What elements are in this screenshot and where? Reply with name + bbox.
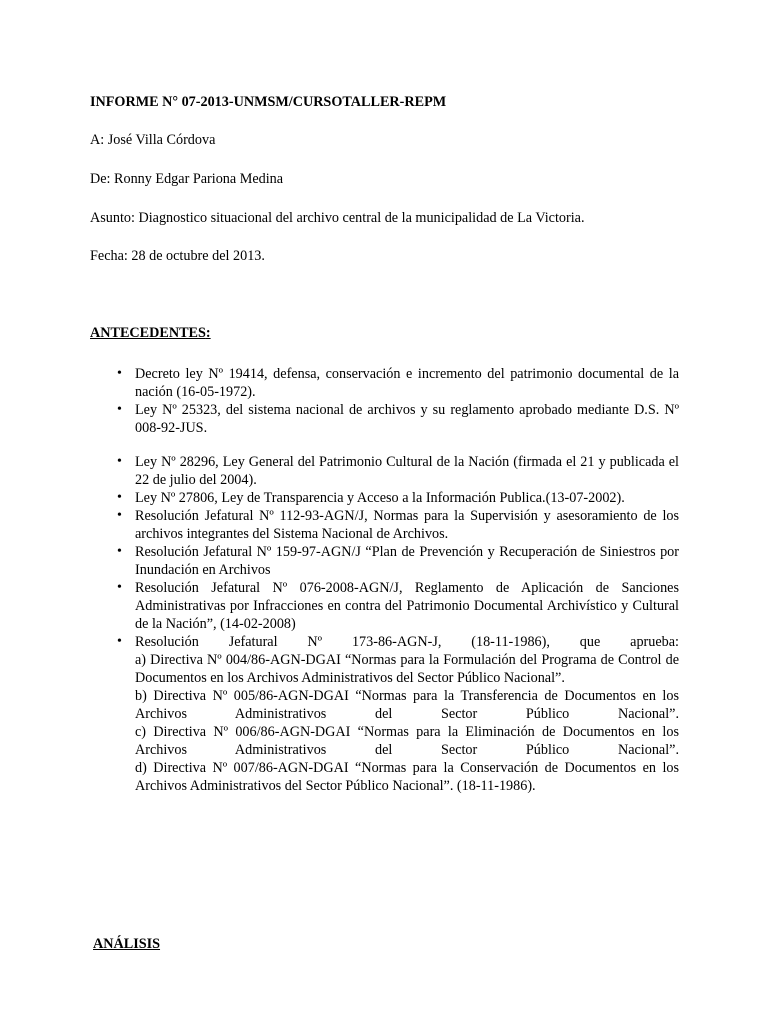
date-line: Fecha: 28 de octubre del 2013. <box>90 248 265 264</box>
directiva-b: b) Directiva Nº 005/86-AGN-DGAI “Normas para la Transferencia de Documentos en los Archivos Administrativos del Sector Público Nacional”. <box>135 688 679 722</box>
antecedentes-title: ANTECEDENTES <box>90 325 206 341</box>
directiva-c: c) Directiva Nº 006/86-AGN-DGAI “Normas para la Eliminación de Documentos en los Archivos Administrativos del Sector Público Nacional”. <box>135 724 679 758</box>
list-item: • Resolución Jefatural Nº 112-93-AGN/J, Normas para la Supervisión y asesoramiento de los archivos integrantes del Sistema Nacional de Archivos. <box>117 507 679 543</box>
list-item: • Ley Nº 25323, del sistema nacional de archivos y su reglamento aprobado mediante D.S. Nº 008-92-JUS. <box>117 401 679 437</box>
antecedentes-heading <box>90 324 211 342</box>
antecedentes-colon: : <box>205 325 211 341</box>
antecedentes-list <box>117 365 679 795</box>
subject-line: Asunto: Diagnostico situacional del archivo central de la municipalidad de La Victoria. <box>90 210 585 226</box>
report-title: INFORME N° 07-2013-UNMSM/CURSOTALLER-REPM <box>90 94 447 110</box>
list-item: • Resolución Jefatural Nº 076-2008-AGN/J, Reglamento de Aplicación de Sanciones Administrativas por Infracciones en contra del Patrimonio Documental Archivístico y Cultural de la Nación”, (14-02-2008) <box>117 579 679 633</box>
list-item-resolucion-173 <box>117 633 679 795</box>
directiva-a: a) Directiva Nº 004/86-AGN-DGAI “Normas para la Formulación del Programa de Control de Documentos en los Archivos Administrativos del Sector Público Nacional”. <box>135 652 679 686</box>
list-item: • Resolución Jefatural Nº 159-97-AGN/J “Plan de Prevención y Recuperación de Siniestros por Inundación en Archivos <box>117 543 679 579</box>
list-item: • Ley Nº 27806, Ley de Transparencia y Acceso a la Información Publica.(13-07-2002). <box>117 489 679 507</box>
sender-line: De: Ronny Edgar Pariona Medina <box>90 171 284 187</box>
directiva-d: d) Directiva Nº 007/86-AGN-DGAI “Normas para la Conservación de Documentos en los Archivos Administrativos del Sector Público Nacional”. (18-11-1986). <box>135 760 679 794</box>
list-item: • Ley Nº 28296, Ley General del Patrimonio Cultural de la Nación (firmada el 21 y publicada el 22 de julio del 2004). <box>117 453 679 489</box>
analisis-heading: ANÁLISIS <box>93 936 161 952</box>
recipient-line: A: José Villa Córdova <box>90 132 216 148</box>
list-item: • Decreto ley Nº 19414, defensa, conservación e incremento del patrimonio documental de la nación (16-05-1972). <box>117 365 679 401</box>
resolucion-173-intro: • Resolución Jefatural Nº 173-86-AGN-J, (18-11-1986), que aprueba: <box>135 634 679 650</box>
